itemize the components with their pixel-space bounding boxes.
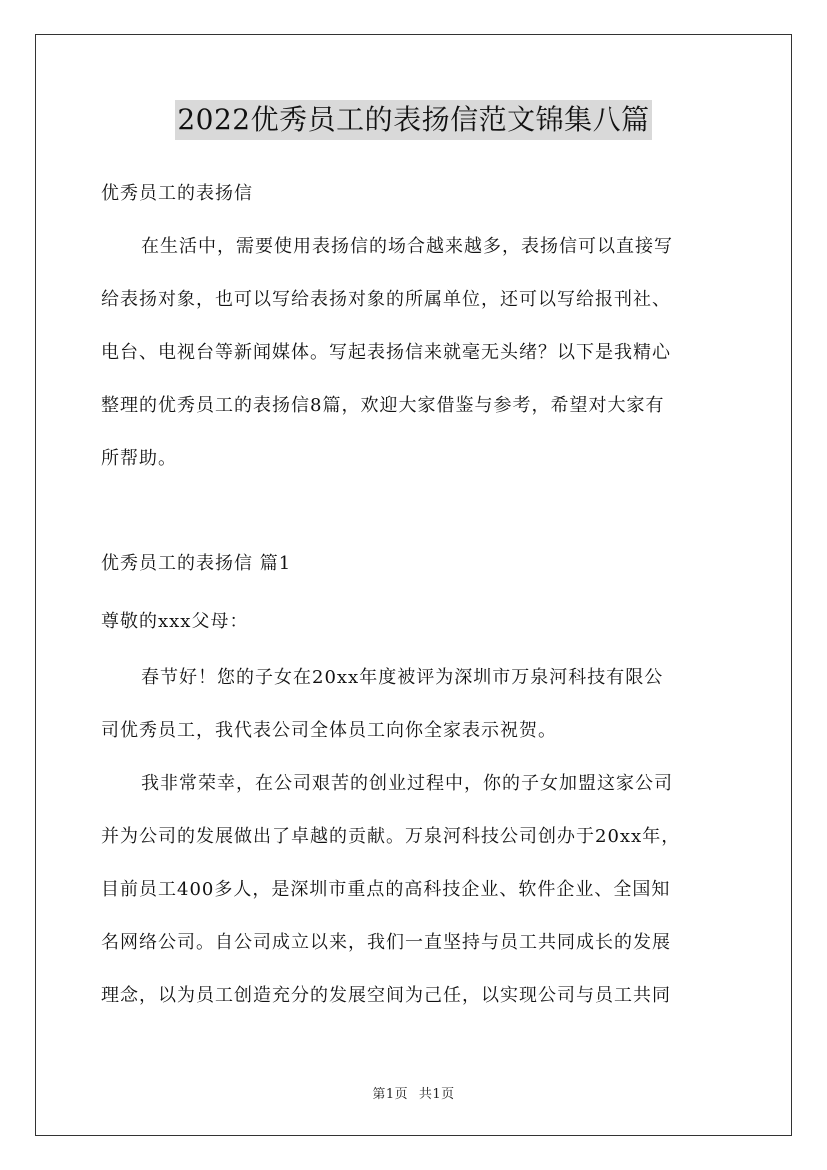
document-title: 2022优秀员工的表扬信范文锦集八篇 [175,100,651,140]
paragraph-line: 春节好！您的子女在20xx年度被评为深圳市万泉河科技有限公 [141,667,664,688]
paragraph-line: 理念，以为员工创造充分的发展空间为己任，以实现公司与员工共同 [101,985,671,1006]
title-container [0,100,827,140]
intro-line: 给表扬对象，也可以写给表扬对象的所属单位，还可以写给报刊社、 [101,289,671,310]
paragraph-line: 司优秀员工，我代表公司全体员工向你全家表示祝贺。 [101,720,557,741]
section-heading: 优秀员工的表扬信 篇1 [101,553,292,574]
salutation: 尊敬的xxx父母： [101,611,249,632]
paragraph-line: 名网络公司。自公司成立以来，我们一直坚持与员工共同成长的发展 [101,932,671,953]
paragraph-line: 目前员工400多人，是深圳市重点的高科技企业、软件企业、全国知 [101,879,671,900]
intro-line: 电台、电视台等新闻媒体。写起表扬信来就毫无头绪？以下是我精心 [101,342,671,363]
document-body [101,172,731,1027]
paragraph-line: 我非常荣幸，在公司艰苦的创业过程中，你的子女加盟这家公司 [141,773,673,794]
page-footer [0,1083,827,1102]
section-spacer [101,490,731,542]
intro-line: 所帮助。 [101,448,177,469]
intro-heading: 优秀员工的表扬信 [101,183,253,204]
page-number-total: 共1页 [418,1087,455,1102]
page-number-current: 第1页 [372,1087,409,1102]
intro-line: 在生活中，需要使用表扬信的场合越来越多，表扬信可以直接写 [141,236,673,257]
paragraph-line: 并为公司的发展做出了卓越的贡献。万泉河科技公司创办于20xx年， [101,826,681,847]
intro-line: 整理的优秀员工的表扬信8篇，欢迎大家借鉴与参考，希望对大家有 [101,395,665,416]
